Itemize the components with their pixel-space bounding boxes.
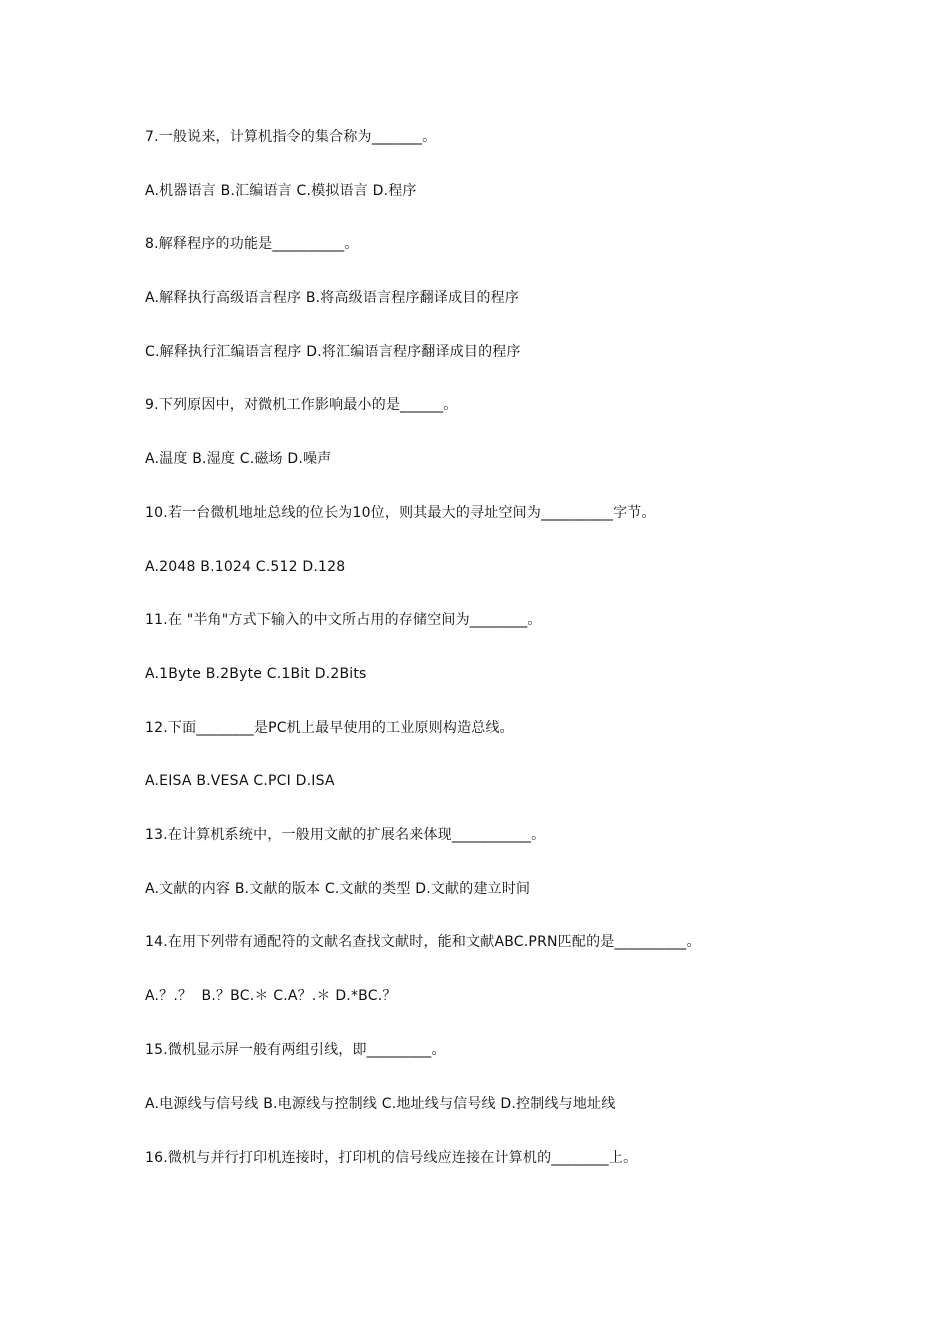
question-10: 10.若一台微机地址总线的位长为10位，则其最大的寻址空间为__________字节。 [145,505,656,521]
question-9: 9.下列原因中，对微机工作影响最小的是______。 [145,397,458,413]
question-11: 11.在 "半角"方式下输入的中文所占用的存储空间为________。 [145,612,542,628]
options-14: A.？.？ B.？BC.＊ C.A？.＊ D.*BC.？ [145,988,397,1004]
question-12: 12.下面________是PC机上最早使用的工业原则构造总线。 [145,720,514,736]
options-7: A.机器语言 B.汇编语言 C.模拟语言 D.程序 [145,183,417,199]
options-9: A.温度 B.湿度 C.磁场 D.噪声 [145,451,332,467]
question-7: 7.一般说来，计算机指令的集合称为_______。 [145,129,437,145]
question-15: 15.微机显示屏一般有两组引线，即_________。 [145,1042,446,1058]
options-11: A.1Byte B.2Byte C.1Bit D.2Bits [145,666,367,682]
question-8: 8.解释程序的功能是__________。 [145,236,359,252]
question-16: 16.微机与并行打印机连接时，打印机的信号线应连接在计算机的________上。 [145,1150,638,1166]
options-8-ab: A.解释执行高级语言程序 B.将高级语言程序翻译成目的程序 [145,290,520,306]
options-13: A.文献的内容 B.文献的版本 C.文献的类型 D.文献的建立时间 [145,881,531,897]
options-8-cd: C.解释执行汇编语言程序 D.将汇编语言程序翻译成目的程序 [145,344,521,360]
options-15: A.电源线与信号线 B.电源线与控制线 C.地址线与信号线 D.控制线与地址线 [145,1096,616,1112]
question-13: 13.在计算机系统中，一般用文献的扩展名来体现___________。 [145,827,546,843]
question-14: 14.在用下列带有通配符的文献名查找文献时，能和文献ABC.PRN匹配的是__________。 [145,934,701,950]
options-12: A.EISA B.VESA C.PCI D.ISA [145,773,335,789]
options-10: A.2048 B.1024 C.512 D.128 [145,559,346,575]
